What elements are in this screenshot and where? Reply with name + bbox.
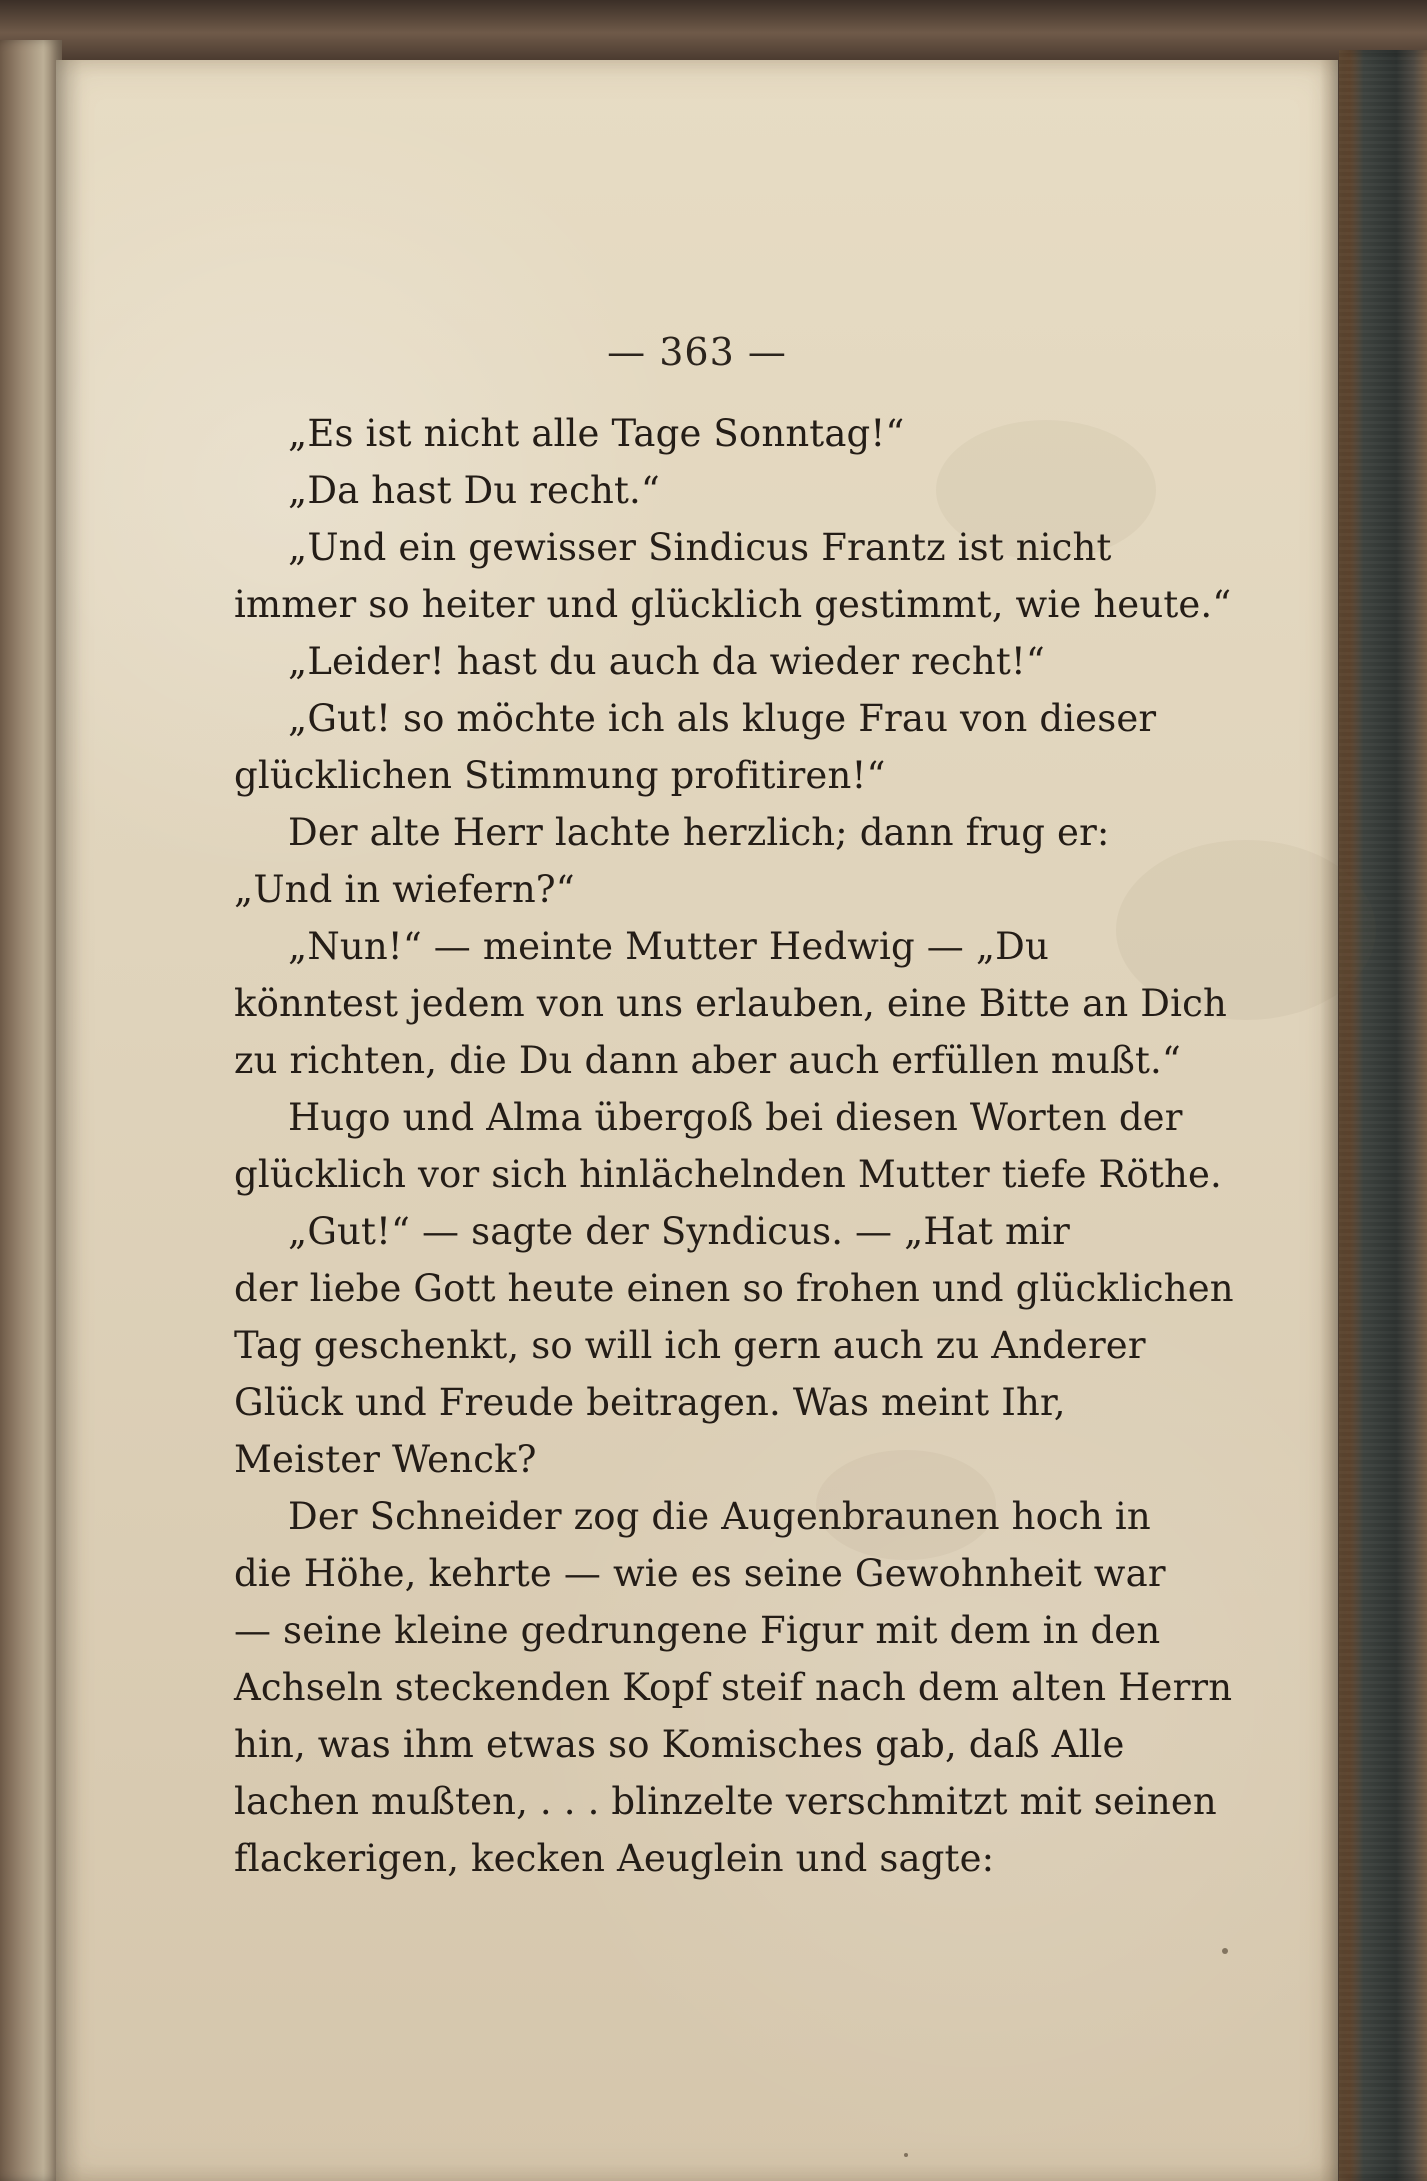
paper-speck bbox=[904, 2153, 908, 2157]
top-binding-edge bbox=[0, 0, 1427, 60]
text-line: hin, was ihm etwas so Komisches gab, daß Alle bbox=[234, 1723, 1125, 1766]
text-line: „Und ein gewisser Sindicus Frantz ist nicht bbox=[288, 526, 1112, 569]
text-line: lachen mußten, . . . blinzelte verschmitzt mit seinen bbox=[234, 1780, 1217, 1823]
text-line: zu richten, die Du dann aber auch erfüllen mußt.“ bbox=[234, 1039, 1181, 1082]
text-line: Meister Wenck? bbox=[234, 1438, 537, 1481]
text-line: „Es ist nicht alle Tage Sonntag!“ bbox=[288, 412, 905, 455]
text-line: Tag geschenkt, so will ich gern auch zu Anderer bbox=[234, 1324, 1146, 1367]
paper-speck bbox=[1222, 1948, 1228, 1954]
text-line: glücklichen Stimmung profitiren!“ bbox=[234, 754, 886, 797]
text-line: „Da hast Du recht.“ bbox=[288, 469, 660, 512]
text-line: könntest jedem von uns erlauben, eine Bitte an Dich bbox=[234, 982, 1227, 1025]
page-left-shadow bbox=[56, 60, 82, 2181]
book-cover-edge bbox=[1339, 50, 1427, 2181]
page-right-shadow bbox=[1320, 60, 1338, 2181]
left-page-edge bbox=[0, 40, 62, 2181]
text-line: Achseln steckenden Kopf steif nach dem alten Herrn bbox=[234, 1666, 1233, 1709]
text-line: Hugo und Alma übergoß bei diesen Worten der bbox=[288, 1096, 1183, 1139]
text-line: „Gut!“ — sagte der Syndicus. — „Hat mir bbox=[288, 1210, 1071, 1253]
text-line: „Nun!“ — meinte Mutter Hedwig — „Du bbox=[288, 925, 1049, 968]
book-page bbox=[56, 60, 1338, 2181]
text-line: immer so heiter und glücklich gestimmt, wie heute.“ bbox=[234, 583, 1232, 626]
text-line: Der alte Herr lachte herzlich; dann frug er: bbox=[288, 811, 1110, 854]
text-line: die Höhe, kehrte — wie es seine Gewohnheit war bbox=[234, 1552, 1166, 1595]
text-line: „Leider! hast du auch da wieder recht!“ bbox=[288, 640, 1045, 683]
text-line: glücklich vor sich hinlächelnden Mutter tiefe Röthe. bbox=[234, 1153, 1222, 1196]
text-line: — seine kleine gedrungene Figur mit dem in den bbox=[234, 1609, 1161, 1652]
page-text bbox=[234, 405, 1234, 1887]
text-line: flackerigen, kecken Aeuglein und sagte: bbox=[234, 1837, 995, 1880]
text-line: „Und in wiefern?“ bbox=[234, 868, 575, 911]
text-line: Der Schneider zog die Augenbraunen hoch in bbox=[288, 1495, 1151, 1538]
text-line: der liebe Gott heute einen so frohen und glücklichen bbox=[234, 1267, 1234, 1310]
page-number: — 363 — bbox=[607, 330, 787, 374]
text-line: Glück und Freude beitragen. Was meint Ihr, bbox=[234, 1381, 1066, 1424]
text-line: „Gut! so möchte ich als kluge Frau von dieser bbox=[288, 697, 1157, 740]
